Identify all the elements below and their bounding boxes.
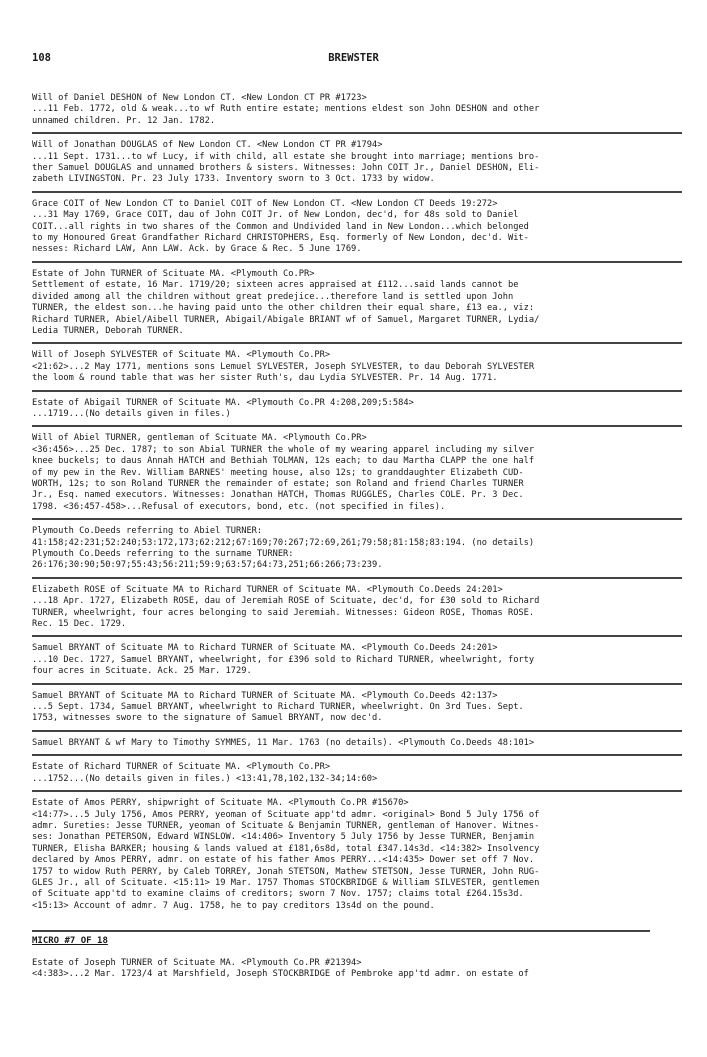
record-entry	[32, 798, 682, 914]
entry-line: ...11 Sept. 1731...to wf Lucy, if with child, all estate she brought into marriage; mentions bro-	[32, 151, 540, 162]
entry-line: TURNER, wheelwright, four acres belonging to said Jeremiah. Witnesses: Gideon ROSE, Thomas ROSE.	[32, 607, 535, 618]
record-entry	[32, 350, 682, 386]
record-entry	[32, 433, 682, 515]
record-entry	[32, 269, 682, 339]
entry-line: Settlement of estate, 16 Mar. 1719/20; sixteen acres appraised at £112...said lands cannot be	[32, 280, 519, 291]
record-entry	[32, 762, 682, 787]
entry-line: <14:77>...5 July 1756, Amos PERRY, yeoman of Scituate app'td admr. <original> Bond 5 July 1756 of	[32, 809, 540, 820]
entry-line: the loom & round table that was her sister Ruth's, dau Lydia SYLVESTER. Pr. 14 Aug. 1771.	[32, 373, 498, 384]
entry-line: Estate of John TURNER of Scituate MA. <Plymouth Co.PR>	[32, 268, 315, 279]
record-entry	[32, 738, 682, 751]
entry-line: Samuel BRYANT of Scituate MA to Richard TURNER of Scituate MA. <Plymouth Co.Deeds 42:137>	[32, 690, 498, 701]
entry-line: GLES Jr., all of Scituate. <15:11> 19 Mar. 1757 Thomas STOCKBRIDGE & William SILVESTER, gentlemen	[32, 877, 540, 888]
micro-label: MICRO #7 OF 18	[32, 936, 108, 946]
entry-line: Estate of Abigail TURNER of Scituate MA. <Plymouth Co.PR 4:208,209;5:584>	[32, 397, 414, 408]
entry-line: to my Honoured Great Grandfather Richard CHRISTOPHERS, Esq. formerly of New London, dec'd. Wit-	[32, 233, 529, 244]
record-entry	[32, 93, 682, 129]
entry-line: ...18 Apr. 1727, Elizabeth ROSE, dau of Jeremiah ROSE of Scituate, dec'd, for £30 sold to Richard	[32, 596, 540, 607]
entry-line: ...1719...(No details given in files.)	[32, 408, 231, 419]
record-entry	[32, 585, 682, 633]
divider	[32, 425, 682, 427]
divider	[32, 730, 682, 732]
divider	[32, 518, 682, 520]
entry-line: Will of Jonathan DOUGLAS of New London CT. <New London CT PR #1794>	[32, 140, 383, 151]
entry-line: ...11 Feb. 1772, old & weak...to wf Ruth entire estate; mentions eldest son John DESHON and other	[32, 104, 540, 115]
divider	[32, 790, 682, 792]
entry-line: ther Samuel DOUGLAS and unnamed brothers & sisters. Witnesses: John COIT Jr., Daniel DESHON, Eli-	[32, 163, 540, 174]
entry-line: ...5 Sept. 1734, Samuel BRYANT, wheelwright to Richard TURNER, wheelwright. On 3rd Tues. Sept.	[32, 702, 524, 713]
entry-line: 1753, witnesses swore to the signature of Samuel BRYANT, now dec'd.	[32, 713, 383, 724]
page-header	[32, 52, 675, 66]
entry-line: Richard TURNER, Abiel/Aibell TURNER, Abigail/Abigale BRIANT wf of Samuel, Margaret TURNER, Lydia/	[32, 314, 540, 325]
entry-line: unnamed children. Pr. 12 Jan. 1782.	[32, 115, 216, 126]
divider	[32, 930, 650, 932]
record-entry	[32, 643, 682, 679]
entry-line: Elizabeth ROSE of Scituate MA to Richard TURNER of Scituate MA. <Plymouth Co.Deeds 24:201>	[32, 584, 503, 595]
entry-line: ...31 May 1769, Grace COIT, dau of John COIT Jr. of New London, dec'd, for 48s sold to Daniel	[32, 210, 519, 221]
entry-line: zabeth LIVINGSTON. Pr. 23 July 1733. Inventory sworn to 3 Oct. 1733 by widow.	[32, 174, 435, 185]
record-entry	[32, 398, 682, 423]
entry-line: TURNER, Elisha BARKER; housing & lands valued at £181,6s8d, total £347.14s3d. <14:382> Insolvency	[32, 843, 540, 854]
entry-line: Samuel BRYANT of Scituate MA to Richard TURNER of Scituate MA. <Plymouth Co.Deeds 24:201>	[32, 643, 498, 654]
entry-line: 1757 to widow Ruth PERRY, by Caleb TORREY, Jonah STETSON, Mathew STETSON, Jesse TURNER, John RUG-	[32, 866, 540, 877]
entry-line: declared by Amos PERRY, admr. on estate of his father Amos PERRY...<14:435> Dower set off 7 Nov.	[32, 855, 535, 866]
entry-line: Samuel BRYANT & wf Mary to Timothy SYMMES, 11 Mar. 1763 (no details). <Plymouth Co.Deeds 48:101>	[32, 737, 535, 748]
entry-line: Plymouth Co.Deeds referring to Abiel TURNER:	[32, 526, 263, 537]
record-entry	[32, 691, 682, 727]
entry-line: knee buckels; to daus Annah HATCH and Bethiah TOLMAN, 12s each; to dau Martha CLAPP the one half	[32, 456, 535, 467]
divider	[32, 342, 682, 344]
page-number: 108	[32, 52, 51, 64]
entry-line: TURNER, the eldest son...he having paid unto the other children their equal share, £13 ea., viz:	[32, 303, 535, 314]
entry-line: 26:176;30:90;50:97;55:43;56:211;59:9;63:57;64:73,251;66:266;73:239.	[32, 560, 383, 571]
record-entry	[32, 140, 682, 188]
entry-line: 1798. <36:457-458>...Refusal of executors, bond, etc. (not specified in files).	[32, 501, 446, 512]
entry-line: <36:456>...25 Dec. 1787; to son Abial TURNER the whole of my wearing apparel including my silver	[32, 444, 535, 455]
entries-list	[32, 93, 682, 917]
entry-line: Jr., Esq. named executors. Witnesses: Jonathan HATCH, Thomas RUGGLES, Charles COLE. Pr. 3 Dec.	[32, 490, 524, 501]
entry-line: Estate of Joseph TURNER of Scituate MA. <Plymouth Co.PR #21394>	[32, 958, 362, 968]
entry-line: 41:158;42:231;52:240;53:172,173;62:212;67:169;70:267;72:69,261;79:58;81:158;83:194. (no details)	[32, 537, 535, 548]
entry-line: <21:62>...2 May 1771, mentions sons Lemuel SYLVESTER, Joseph SYLVESTER, to dau Deborah SYLVESTER	[32, 361, 535, 372]
entry-line: COIT...all rights in two shares of the Common and Undivided land in New London...which belonged	[32, 221, 529, 232]
entry-line: Will of Abiel TURNER, gentleman of Scituate MA. <Plymouth Co.PR>	[32, 433, 367, 444]
divider	[32, 191, 682, 193]
entry-line: Estate of Richard TURNER of Scituate MA. <Plymouth Co.PR>	[32, 762, 331, 773]
entry-line: of Scituate app'td to examine claims of creditors; sworn 7 Nov. 1757; claims total £264.15s3d.	[32, 889, 524, 900]
divider	[32, 754, 682, 756]
entry-line: Ledia TURNER, Deborah TURNER.	[32, 325, 184, 336]
entry-line: Estate of Amos PERRY, shipwright of Scituate MA. <Plymouth Co.PR #15670>	[32, 798, 409, 809]
divider	[32, 635, 682, 637]
entry-line: nesses: Richard LAW, Ann LAW. Ack. by Grace & Rec. 5 June 1769.	[32, 244, 362, 255]
divider	[32, 577, 682, 579]
entry-line: Will of Joseph SYLVESTER of Scituate MA. <Plymouth Co.PR>	[32, 350, 331, 361]
divider	[32, 683, 682, 685]
entry-line: Plymouth Co.Deeds referring to the surname TURNER:	[32, 549, 294, 559]
divider	[32, 261, 682, 263]
continued-entry	[32, 958, 682, 981]
entry-line: of my pew in the Rev. William BARNES' meeting house, also 12s; to granddaughter Elizabeth CUD-	[32, 467, 524, 478]
entry-line: Grace COIT of New London CT to Daniel COIT of New London CT. <New London CT Deeds 19:272>	[32, 198, 498, 209]
entry-line: ...10 Dec. 1727, Samuel BRYANT, wheelwright, for £396 sold to Richard TURNER, wheelwright, forty	[32, 654, 535, 665]
entry-line: <4:383>...2 Mar. 1723/4 at Marshfield, Joseph STOCKBRIDGE of Pembroke app'td admr. on estate of	[32, 969, 529, 980]
divider	[32, 390, 682, 392]
entry-line: WORTH, 12s; to son Roland TURNER the remainder of estate; son Roland and friend Charles TURNER	[32, 478, 524, 489]
entry-line: Rec. 15 Dec. 1729.	[32, 619, 127, 630]
divider	[32, 132, 682, 134]
record-entry	[32, 199, 682, 258]
entry-line: admr. Sureties: Jesse TURNER, yeoman of Scituate & Benjamin TURNER, gentleman of Hanover. Witnes-	[32, 820, 540, 831]
entry-line: ses: Jonathan PETERSON, Edward WINSLOW. <14:406> Inventory 5 July 1756 by Jesse TURNER, Benjamin	[32, 832, 535, 843]
entry-line: divided among all the children without great predejice...therefore land is settled upon John	[32, 291, 514, 302]
entry-line: four acres in Scituate. Ack. 25 Mar. 1729.	[32, 666, 252, 677]
record-entry	[32, 526, 682, 574]
entry-line: Will of Daniel DESHON of New London CT. <New London CT PR #1723>	[32, 93, 367, 103]
entry-line: ...1752...(No details given in files.) <13:41,78,102,132-34;14:60>	[32, 773, 378, 784]
entry-line: <15:13> Account of admr. 7 Aug. 1758, he to pay creditors 13s4d on the pound.	[32, 900, 435, 911]
page-title: BREWSTER	[328, 52, 379, 64]
